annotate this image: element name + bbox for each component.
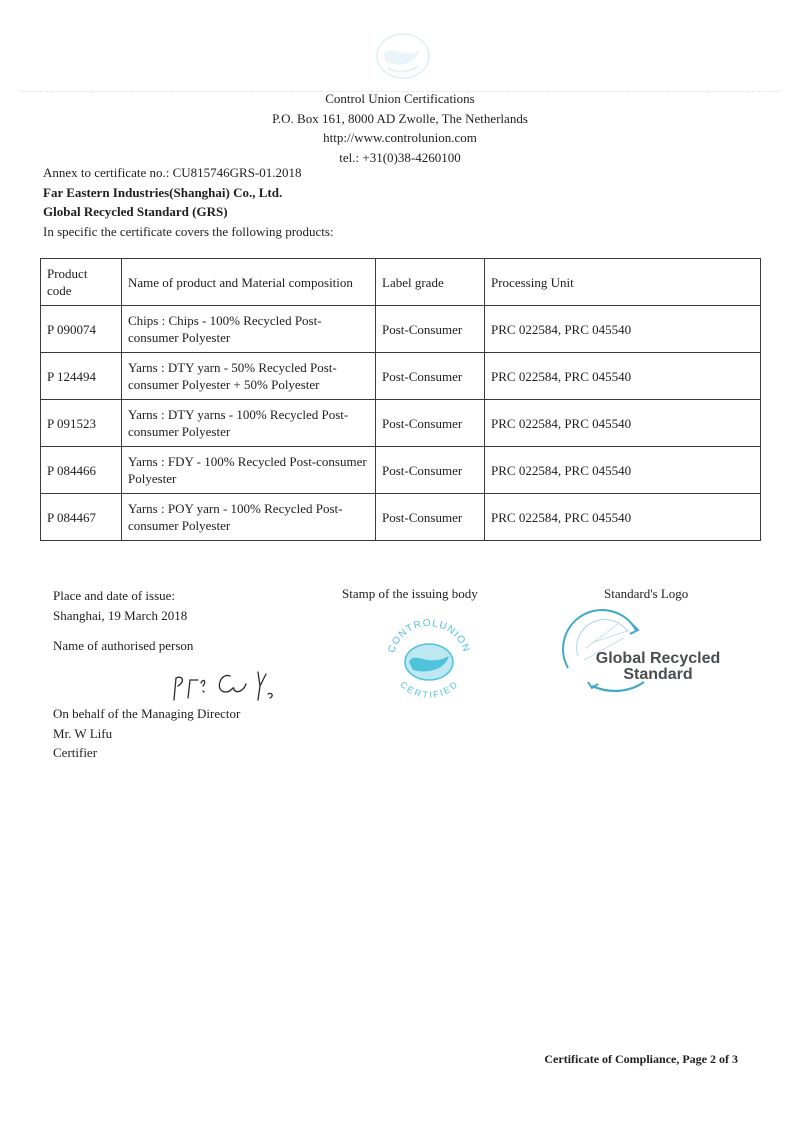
header-product-code: Product code bbox=[41, 259, 122, 306]
label-grade-cell: Post-Consumer bbox=[376, 400, 485, 447]
processing-unit-cell: PRC 022584, PRC 045540 bbox=[485, 306, 761, 353]
label-grade-cell: Post-Consumer bbox=[376, 353, 485, 400]
annex-intro bbox=[43, 163, 763, 241]
product-code-cell: P 084466 bbox=[41, 447, 122, 494]
stamp-label: Stamp of the issuing body bbox=[342, 586, 478, 601]
label-grade-cell: Post-Consumer bbox=[376, 306, 485, 353]
page-footer: Certificate of Compliance, Page 2 of 3 bbox=[544, 1052, 738, 1066]
issuer-block bbox=[0, 89, 800, 167]
header-label-grade: Label grade bbox=[376, 259, 485, 306]
label-grade-cell: Post-Consumer bbox=[376, 447, 485, 494]
product-code-cell: P 090074 bbox=[41, 306, 122, 353]
product-code-cell: P 124494 bbox=[41, 353, 122, 400]
controlunion-certified-stamp bbox=[377, 610, 481, 706]
product-code-cell: P 084467 bbox=[41, 494, 122, 541]
issuer-name: Control Union Certifications bbox=[325, 91, 475, 106]
label-grade-cell: Post-Consumer bbox=[376, 494, 485, 541]
authorised-person-role: Certifier bbox=[53, 745, 98, 760]
grs-logo-text bbox=[588, 651, 728, 683]
processing-unit-cell: PRC 022584, PRC 045540 bbox=[485, 353, 761, 400]
table-row bbox=[41, 494, 761, 541]
company-name: Far Eastern Industries(Shanghai) Co., Ltd. bbox=[43, 184, 283, 200]
grs-logo-line1: Global Recycled bbox=[595, 650, 721, 667]
product-name-cell: Yarns : FDY - 100% Recycled Post-consumer Polyester bbox=[122, 447, 376, 494]
processing-unit-cell: PRC 022584, PRC 045540 bbox=[485, 400, 761, 447]
standard-name: Global Recycled Standard (GRS) bbox=[43, 204, 228, 219]
product-name-cell: Chips : Chips - 100% Recycled Post-consumer Polyester bbox=[122, 306, 376, 353]
header-processing-unit: Processing Unit bbox=[485, 259, 761, 306]
table-row bbox=[41, 447, 761, 494]
product-name-cell: Yarns : DTY yarn - 50% Recycled Post-consumer Polyester + 50% Polyester bbox=[122, 353, 376, 400]
issue-label: Place and date of issue: bbox=[53, 588, 176, 603]
scope-text: In specific the certificate covers the following products: bbox=[43, 223, 334, 239]
issuer-address: P.O. Box 161, 8000 AD Zwolle, The Netherlands bbox=[272, 110, 528, 126]
table-row bbox=[41, 353, 761, 400]
products-table bbox=[40, 258, 761, 541]
grs-logo-line2: Standard bbox=[623, 666, 693, 683]
authorised-person-name: Mr. W Lifu bbox=[53, 725, 113, 741]
issuer-phone: tel.: +31(0)38-4260100 bbox=[339, 149, 461, 165]
table-row bbox=[41, 306, 761, 353]
authorised-person-block bbox=[53, 704, 240, 763]
product-name-cell: Yarns : POY yarn - 100% Recycled Post-consumer Polyester bbox=[122, 494, 376, 541]
annex-certificate-number: Annex to certificate no.: CU815746GRS-01.2018 bbox=[43, 165, 302, 180]
stamp-ring-bottom: CERTIFIED bbox=[398, 679, 460, 701]
standard-logo-label: Standard's Logo bbox=[604, 586, 689, 601]
issuer-website[interactable]: http://www.controlunion.com bbox=[323, 130, 477, 145]
handwritten-signature bbox=[168, 666, 278, 706]
svg-text:CERTIFIED bbox=[398, 679, 460, 700]
product-code-cell: P 091523 bbox=[41, 400, 122, 447]
issue-place-date: Shanghai, 19 March 2018 bbox=[53, 607, 188, 623]
product-name-cell: Yarns : DTY yarns - 100% Recycled Post-consumer Polyester bbox=[122, 400, 376, 447]
processing-unit-cell: PRC 022584, PRC 045540 bbox=[485, 447, 761, 494]
table-header-row bbox=[41, 259, 761, 306]
header-product-name: Name of product and Material composition bbox=[122, 259, 376, 306]
issue-block bbox=[53, 586, 187, 625]
authorised-person-label: Name of authorised person bbox=[53, 638, 194, 653]
stamp-ring-top: CONTROLUNION bbox=[386, 617, 472, 655]
table-row bbox=[41, 400, 761, 447]
processing-unit-cell: PRC 022584, PRC 045540 bbox=[485, 494, 761, 541]
behalf-text: On behalf of the Managing Director bbox=[53, 706, 241, 721]
controlunion-header-logo bbox=[372, 30, 434, 82]
